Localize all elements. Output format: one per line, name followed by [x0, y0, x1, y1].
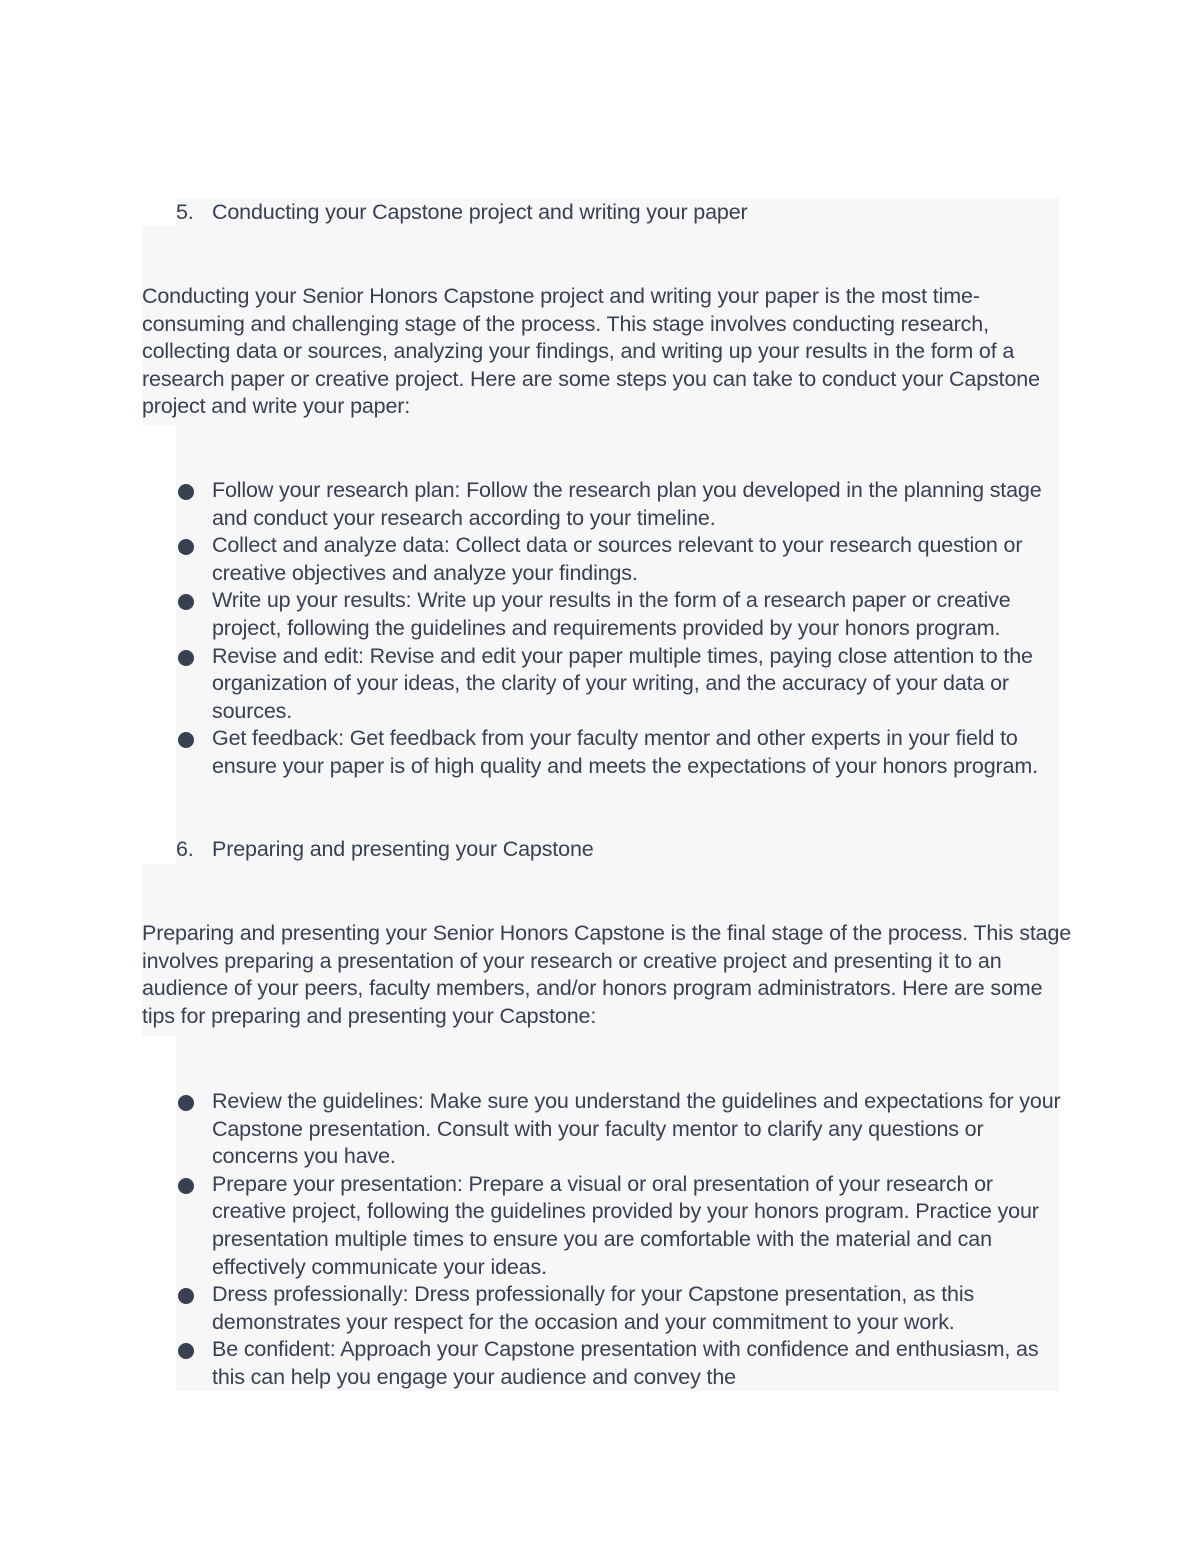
list-item-text: Write up your results: Write up your results in the form of a research paper or creative project, following the guidelines and requirements provided by your honors program. — [212, 588, 1011, 640]
bullet-icon — [178, 539, 194, 555]
section-number: 5. — [176, 200, 194, 224]
section-heading-text: Preparing and presenting your Capstone — [212, 837, 594, 861]
list-item — [176, 1336, 1071, 1391]
bullet-icon — [178, 1095, 194, 1111]
section-heading — [176, 199, 1056, 227]
bullet-list — [176, 477, 1071, 781]
list-item — [176, 643, 1071, 726]
bullet-icon — [178, 732, 194, 748]
bullet-icon — [178, 1288, 194, 1304]
list-item-text: Revise and edit: Revise and edit your paper multiple times, paying close attention to the organization of your ideas, the clarity of your writing, and the accuracy of your data or sources. — [212, 643, 1033, 723]
list-item-text: Follow your research plan: Follow the research plan you developed in the planning stage and conduct your research according to your timeline. — [212, 478, 1042, 530]
bullet-icon — [178, 650, 194, 666]
list-item — [176, 1088, 1071, 1171]
list-item — [176, 725, 1071, 780]
list-item-text: Be confident: Approach your Capstone presentation with confidence and enthusiasm, as this can help you engage your audience and convey the — [212, 1337, 1039, 1389]
bullet-icon — [178, 594, 194, 610]
list-item-text: Get feedback: Get feedback from your faculty mentor and other experts in your field to ensure your paper is of high quality and meets the expectations of your honors program. — [212, 726, 1038, 778]
list-item — [176, 532, 1071, 587]
section-heading — [176, 836, 1056, 864]
list-item-text: Dress professionally: Dress professionally for your Capstone presentation, as this demonstrates your respect for the occasion and your commitment to your work. — [212, 1282, 975, 1334]
section-number: 6. — [176, 837, 194, 861]
section-intro: Preparing and presenting your Senior Honors Capstone is the final stage of the process. This stage involves preparing a presentation of your research or creative project and presenting it to an audience of your peers, faculty members, and/or honors program administrators. Here are some tips for preparing and presenting your Capstone: — [142, 921, 1072, 1028]
list-item — [176, 477, 1071, 532]
bullet-icon — [178, 484, 194, 500]
list-item-text: Collect and analyze data: Collect data or sources relevant to your research question or creative objectives and analyze your findings. — [212, 533, 1023, 585]
list-item — [176, 587, 1071, 642]
section-intro: Conducting your Senior Honors Capstone project and writing your paper is the most time-consuming and challenging stage of the process. This stage involves conducting research, collecting data or sources, analyzing your findings, and writing up your results in the form of a research paper or creative project. Here are some steps you can take to conduct your Capstone project and write your paper: — [142, 284, 1040, 419]
list-item-text: Review the guidelines: Make sure you understand the guidelines and expectations for your Capstone presentation. Consult with your faculty mentor to clarify any questions or concerns you have. — [212, 1089, 1061, 1169]
bullet-icon — [178, 1343, 194, 1359]
bullet-list — [176, 1088, 1071, 1392]
section-heading-text: Conducting your Capstone project and writing your paper — [212, 200, 748, 224]
list-item-text: Prepare your presentation: Prepare a visual or oral presentation of your research or creative project, following the guidelines provided by your honors program. Practice your presentation multiple times to ensure you are comfortable with the material and can effectively communicate your ideas. — [212, 1171, 1039, 1279]
list-item — [176, 1171, 1071, 1281]
list-item — [176, 1281, 1071, 1336]
bullet-icon — [178, 1178, 194, 1194]
